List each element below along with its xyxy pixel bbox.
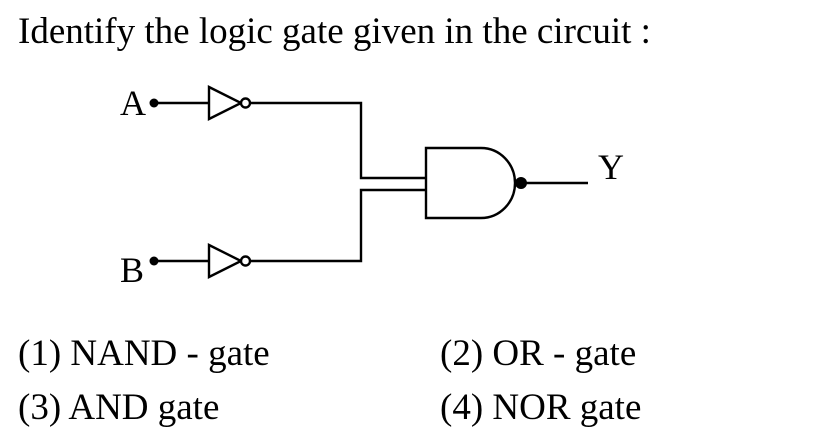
input-b-label: B <box>120 250 145 290</box>
nand-gate-body <box>426 148 515 218</box>
option-3[interactable]: (3) AND gate <box>18 387 220 428</box>
not-gate-b-bubble <box>241 257 250 266</box>
option-4[interactable]: (4) NOR gate <box>440 387 642 428</box>
not-gate-b <box>209 245 241 277</box>
not-gate-a <box>209 87 241 119</box>
input-a-label: A <box>120 83 146 123</box>
output-y-label: Y <box>598 147 624 187</box>
input-b-terminal <box>150 257 159 266</box>
nand-output-bubble <box>515 177 527 189</box>
wire-a-to-gate <box>250 103 426 178</box>
question-text: Identify the logic gate given in the circuit : <box>18 11 651 52</box>
wire-b-to-gate <box>250 190 426 261</box>
option-1[interactable]: (1) NAND - gate <box>18 333 270 374</box>
input-a-terminal <box>150 99 159 108</box>
not-gate-a-bubble <box>241 99 250 108</box>
option-2[interactable]: (2) OR - gate <box>440 333 637 374</box>
